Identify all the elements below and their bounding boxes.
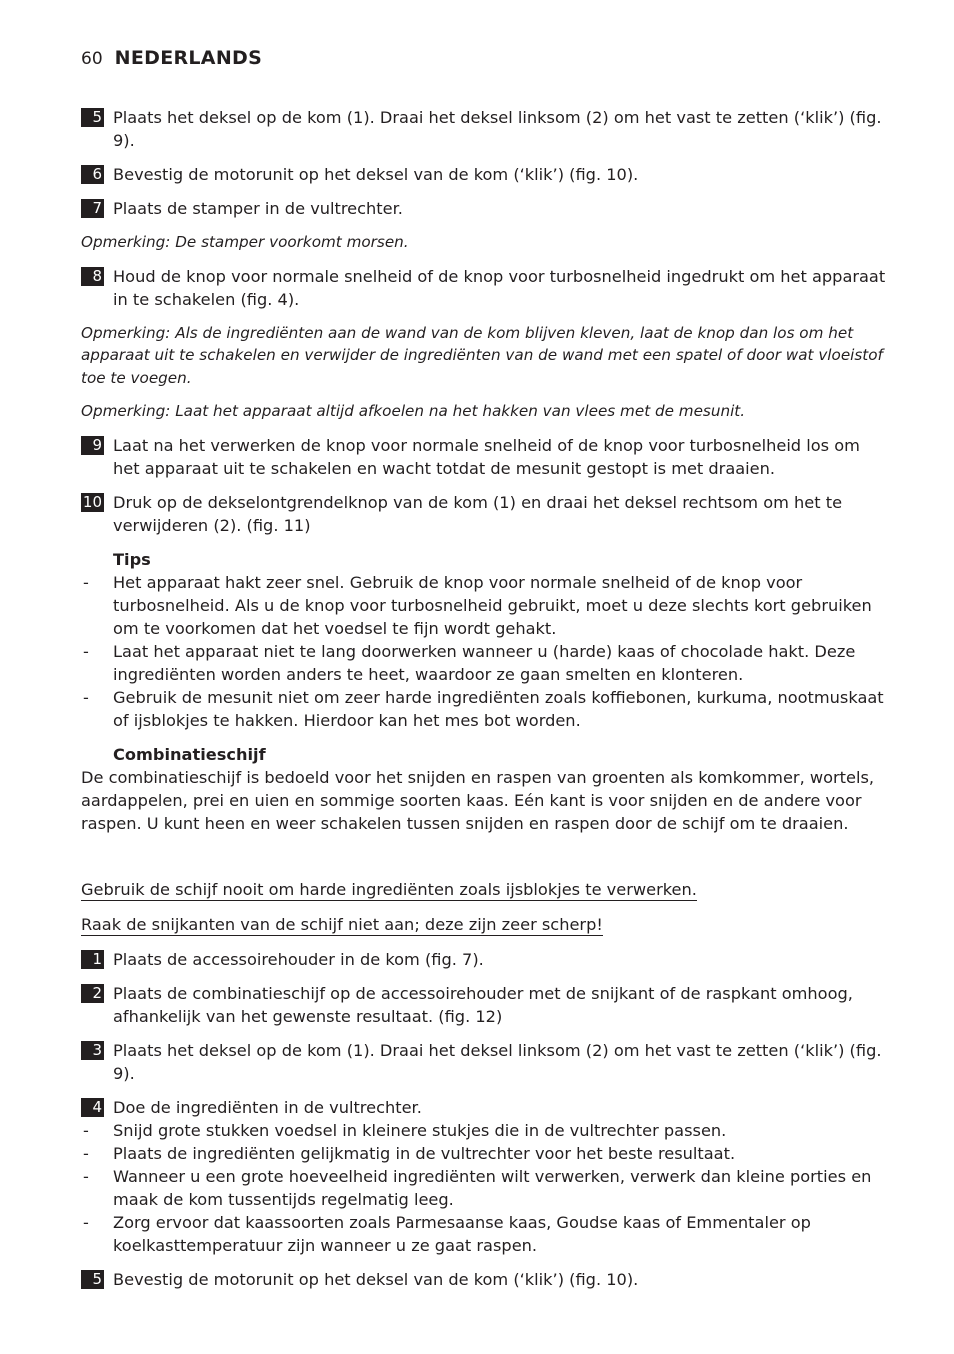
step-text: Plaats het deksel op de kom (1). Draai het deksel linksom (2) om het vast te zetten (‘klik’) (fig. 9).	[113, 108, 882, 150]
step-number-badge: 7	[81, 199, 104, 218]
step-text: Bevestig de motorunit op het deksel van de kom (‘klik’) (fig. 10).	[113, 1269, 639, 1289]
step-item	[81, 1096, 887, 1119]
step-text: Laat na het verwerken de knop voor normale snelheid of de knop voor turbosnelheid los om het apparaat uit te schakelen en wacht totdat de mesunit gestopt is met draaien.	[113, 435, 860, 478]
list-item-text: Wanneer u een grote hoeveelheid ingrediënten wilt verwerken, verwerk dan kleine porties en maak de kom tussentijds regelmatig leeg.	[113, 1166, 872, 1209]
step-text: Druk op de dekselontgrendelknop van de kom (1) en draai het deksel rechtsom om het te verwijderen (2). (fig. 11)	[113, 492, 843, 535]
step-text: Doe de ingrediënten in de vultrechter.	[113, 1097, 422, 1117]
step-item	[81, 434, 887, 480]
step-item	[81, 491, 887, 537]
bullet-dash: -	[83, 572, 89, 592]
step-number-badge: 6	[81, 165, 104, 184]
list-item	[81, 1211, 887, 1257]
list-item-text: Zorg ervoor dat kaassoorten zoals Parmesaanse kaas, Goudse kaas of Emmentaler op koelkasttemperatuur zijn wanneer u ze gaat raspen.	[113, 1212, 811, 1255]
step-text: Plaats de stamper in de vultrechter.	[113, 199, 403, 218]
warning-text: Raak de snijkanten van de schijf niet aan; deze zijn zeer scherp!	[81, 914, 603, 934]
warning-text: Gebruik de schijf nooit om harde ingrediënten zoals ijsblokjes te verwerken.	[81, 879, 697, 899]
bullet-dash: -	[83, 1143, 89, 1163]
page-number: 60	[81, 49, 103, 69]
list-item	[81, 571, 887, 640]
step-item	[81, 982, 887, 1028]
section-language-title: NEDERLANDS	[114, 47, 263, 69]
combinatieschijf-intro: De combinatieschijf is bedoeld voor het snijden en raspen van groenten als komkommer, wortels, aardappelen, prei en uien en sommige soorten kaas. Eén kant is voor snijden en de andere voor raspen. U kunt heen en weer schakelen tussen snijden en raspen door de schijf om te draaien.	[81, 767, 875, 833]
step-number-badge: 5	[81, 1270, 104, 1289]
list-item	[81, 1119, 887, 1142]
note-text: Opmerking: Als de ingrediënten aan de wand van de kom blijven kleven, laat de knop dan los om het apparaat uit te schakelen en verwijder de ingrediënten van de wand met een spatel of door wat vloeistof toe te voegen.	[81, 323, 883, 387]
step-text: Houd de knop voor normale snelheid of de knop voor turbosnelheid ingedrukt om het apparaat in te schakelen (fig. 4).	[113, 266, 886, 309]
step-number-badge: 10	[82, 492, 102, 511]
step-item	[81, 948, 887, 971]
step-number-badge: 9	[81, 436, 104, 455]
list-item	[81, 686, 887, 732]
tips-heading: Tips	[113, 549, 151, 569]
list-item-text: Gebruik de mesunit niet om zeer harde ingrediënten zoals koffiebonen, kurkuma, nootmuskaat of ijsblokjes te hakken. Hierdoor kan het mes bot worden.	[113, 687, 884, 730]
list-item	[81, 640, 887, 686]
step-item	[81, 106, 887, 152]
step-4-list	[81, 1119, 887, 1257]
step-number-badge: 1	[81, 950, 104, 969]
step-text: Bevestig de motorunit op het deksel van de kom (‘klik’) (fig. 10).	[113, 165, 639, 184]
spacer	[81, 846, 887, 878]
step-item	[81, 1039, 887, 1085]
step-number-badge: 3	[81, 1041, 104, 1060]
bullet-dash: -	[83, 687, 89, 707]
step-item	[81, 197, 887, 220]
step-text: Plaats de combinatieschijf op de accessoirehouder met de snijkant of de raspkant omhoog, afhankelijk van het gewenste resultaat. (fig. 12)	[113, 983, 853, 1026]
note-text: Opmerking: De stamper voorkomt morsen.	[81, 233, 409, 251]
step-item	[81, 1268, 887, 1291]
bullet-dash: -	[83, 1166, 89, 1186]
step-number-badge: 8	[81, 267, 104, 286]
step-item	[81, 163, 887, 186]
list-item-text: Plaats de ingrediënten gelijkmatig in de vultrechter voor het beste resultaat.	[113, 1143, 736, 1163]
list-item-text: Snijd grote stukken voedsel in kleinere stukjes die in de vultrechter passen.	[113, 1120, 727, 1140]
bullet-dash: -	[83, 1120, 89, 1140]
step-number-badge: 2	[81, 984, 104, 1003]
list-item	[81, 1142, 887, 1165]
manual-content	[81, 106, 887, 1302]
list-item-text: Laat het apparaat niet te lang doorwerken wanneer u (harde) kaas of chocolade hakt. Deze ingrediënten worden anders te heet, waardoor ze gaan smelten en klonteren.	[113, 641, 856, 684]
list-item	[81, 1165, 887, 1211]
tips-list	[81, 571, 887, 732]
combinatieschijf-heading: Combinatieschijf	[113, 744, 266, 764]
step-item	[81, 265, 887, 311]
step-number-badge: 4	[81, 1098, 104, 1117]
list-item-text: Het apparaat hakt zeer snel. Gebruik de knop voor normale snelheid of de knop voor turbosnelheid. Als u de knop voor turbosnelheid gebruikt, moet u deze slechts kort gebruiken om te voorkomen dat het voedsel te fijn wordt gehakt.	[113, 572, 872, 638]
step-number-badge: 5	[81, 108, 104, 127]
step-text: Plaats het deksel op de kom (1). Draai het deksel linksom (2) om het vast te zetten (‘klik’) (fig. 9).	[113, 1040, 882, 1083]
bullet-dash: -	[83, 1212, 89, 1232]
page-header	[81, 47, 262, 75]
note-text: Opmerking: Laat het apparaat altijd afkoelen na het hakken van vlees met de mesunit.	[81, 402, 746, 420]
bullet-dash: -	[83, 641, 89, 661]
step-text: Plaats de accessoirehouder in de kom (fig. 7).	[113, 949, 484, 969]
